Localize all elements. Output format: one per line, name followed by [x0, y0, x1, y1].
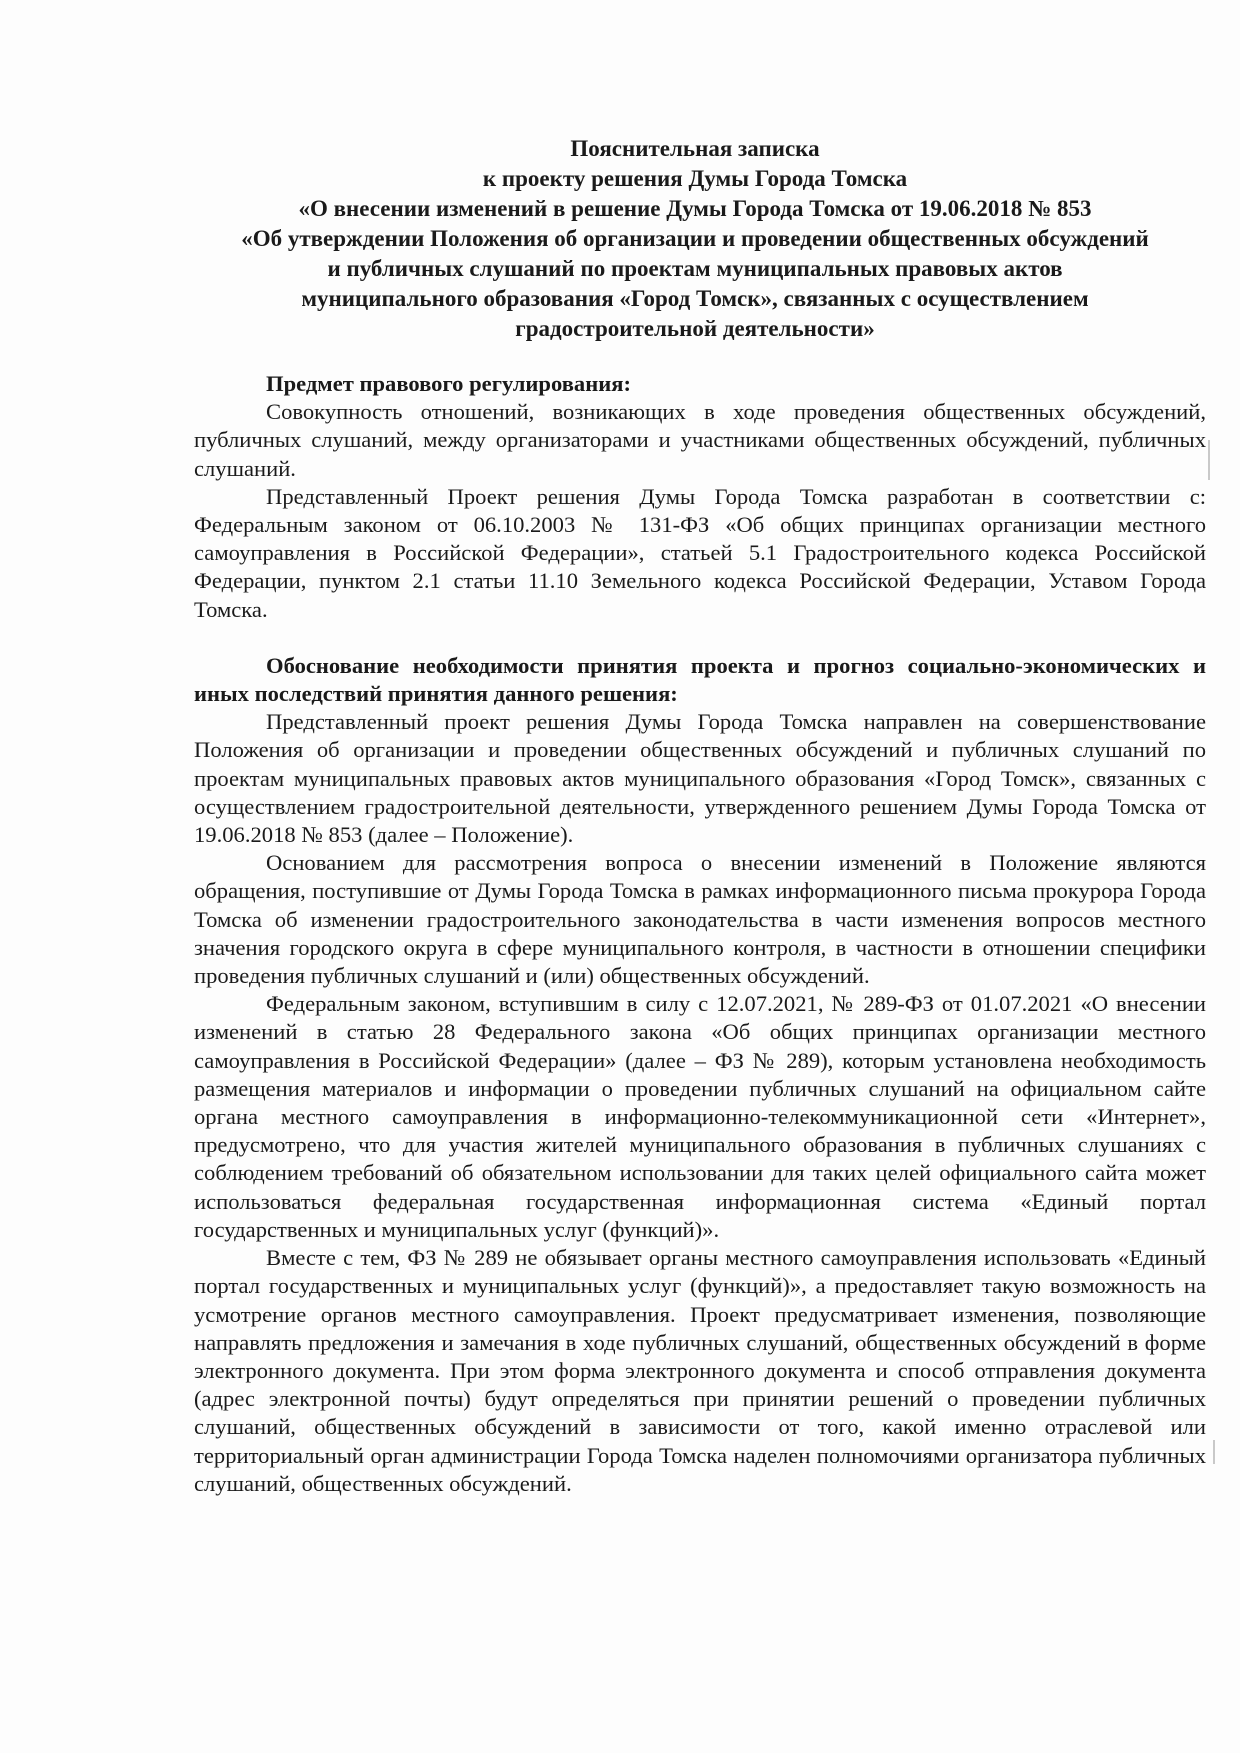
title-line: и публичных слушаний по проектам муниципальных правовых актов [327, 256, 1063, 281]
document-title [180, 134, 1210, 344]
title-line: градостроительной деятельности» [515, 316, 875, 341]
document-body [194, 370, 1206, 1498]
title-line: Пояснительная записка [570, 136, 820, 161]
section-heading-justification: Обоснование необходимости принятия проекта и прогноз социально-экономических и иных последствий принятия данного решения: [194, 652, 1206, 707]
title-line: муниципального образования «Город Томск», связанных с осуществлением [301, 286, 1089, 311]
paragraph: Совокупность отношений, возникающих в ходе проведения общественных обсуждений, публичных слушаний, между организаторами и участниками общественных обсуждений, публичных слушаний. [194, 399, 1206, 481]
title-line: к проекту решения Думы Города Томска [482, 166, 908, 191]
title-line: «О внесении изменений в решение Думы Города Томска от 19.06.2018 № 853 [298, 196, 1092, 221]
paragraph: Представленный проект решения Думы Города Томска направлен на совершенствование Положения об организации и проведении общественных обсуждений и публичных слушаний по проектам муниципальных правовых актов муниципального образования «Город Томск», связанных с осуществлением градостроительной деятельности, утвержденного решением Думы Города Томска от 19.06.2018 № 853 (далее – Положение). [194, 709, 1206, 848]
paragraph: Основанием для рассмотрения вопроса о внесении изменений в Положение являются обращения, поступившие от Думы Города Томска в рамках информационного письма прокурора Города Томска об изменении градостроительного законодательства в части изменения вопросов местного значения городского округа в сфере муниципального контроля, в частности в отношении специфики проведения публичных слушаний и (или) общественных обсуждений. [194, 850, 1206, 989]
paragraph: Представленный Проект решения Думы Города Томска разработан в соответствии с: Федеральным законом от 06.10.2003 № 131-ФЗ «Об общих принципах организации местного самоуправления в Российской Федерации», статьей 5.1 Градостроительного кодекса Российской Федерации, пунктом 2.1 статьи 11.10 Земельного кодекса Российской Федерации, Уставом Города Томска. [194, 483, 1206, 622]
section-gap [194, 624, 1206, 652]
title-line: «Об утверждении Положения об организации и проведении общественных обсуждений [241, 226, 1149, 251]
paragraph: Федеральным законом, вступившим в силу с 12.07.2021, № 289-ФЗ от 01.07.2021 «О внесении изменений в статью 28 Федерального закона «Об общих принципах организации местного самоуправления в Российской Федерации» (далее – ФЗ № 289), которым установлена необходимость размещения материалов и информации о проведении публичных слушаний на официальном сайте органа местного самоуправления в информационно-телекоммуникационной сети «Интернет», предусмотрено, что для участия жителей муниципального образования в публичных слушаниях с соблюдением требований об обязательном использовании для таких целей официального сайта может использоваться федеральная государственная информационная система «Единый портал государственных и муниципальных услуг (функций)». [194, 991, 1206, 1242]
scan-artifact [1208, 440, 1210, 480]
paragraph: Вместе с тем, ФЗ № 289 не обязывает органы местного самоуправления использовать «Единый портал государственных и муниципальных услуг (функций)», а предоставляет такую возможность на усмотрение органов местного самоуправления. Проект предусматривает изменения, позволяющие направлять предложения и замечания в ходе публичных слушаний, общественных обсуждений в форме электронного документа. При этом форма электронного документа и способ отправления документа (адрес электронной почты) будут определяться при принятии решений о проведении публичных слушаний, общественных обсуждений в зависимости от того, какой именно отраслевой или территориальный орган администрации Города Томска наделен полномочиями организатора публичных слушаний, общественных обсуждений. [194, 1245, 1206, 1496]
section-heading-subject: Предмет правового регулирования: [266, 371, 631, 396]
scan-artifact [1213, 1440, 1215, 1464]
